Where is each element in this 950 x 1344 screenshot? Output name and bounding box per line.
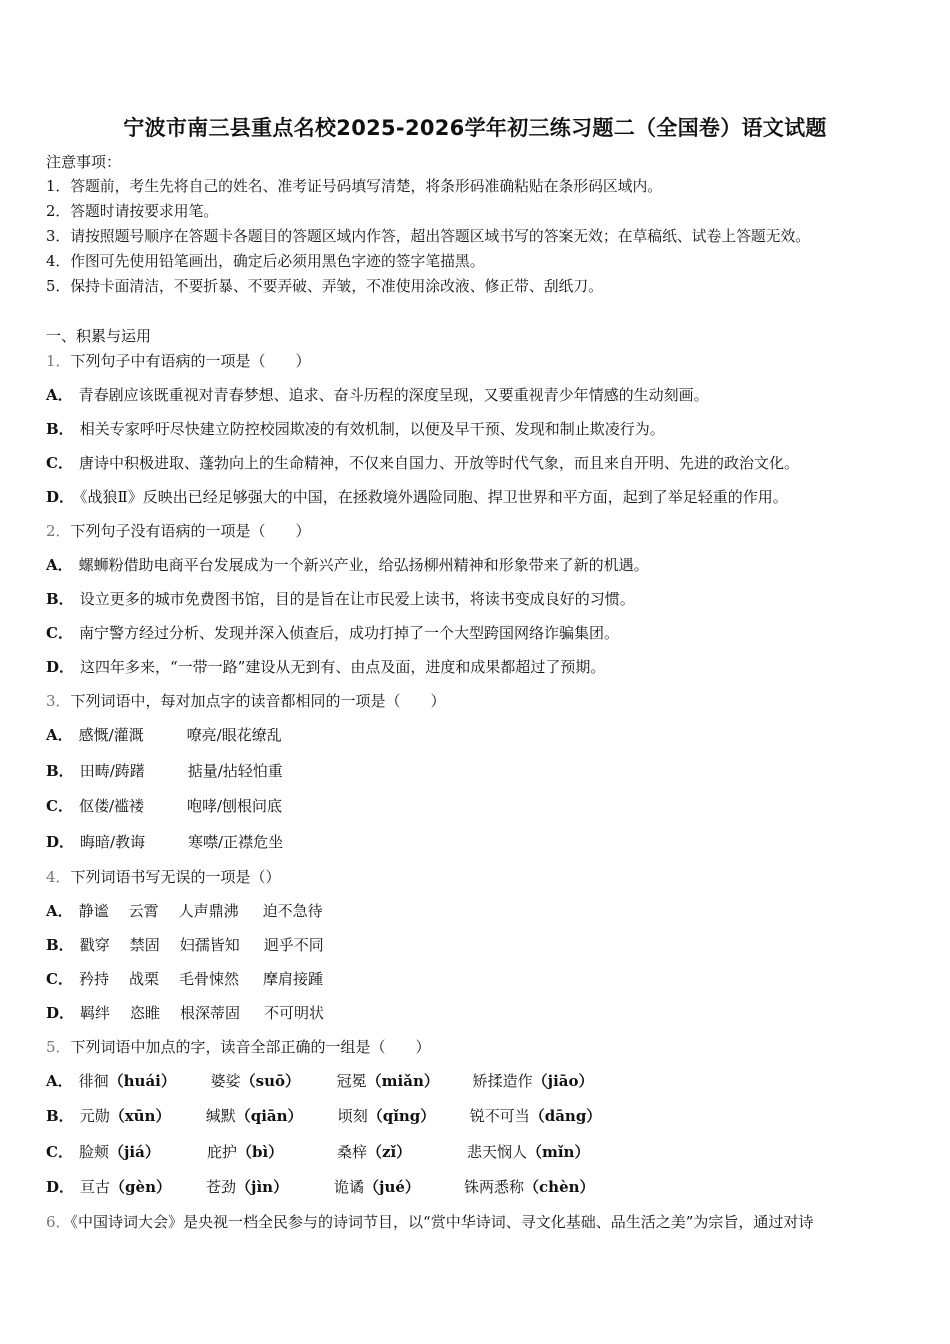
question-number: 5． <box>46 1038 71 1056</box>
word-pair: 晦暗/教诲 <box>80 833 146 851</box>
word-pair: 感慨/灌溉 <box>78 726 144 744</box>
pinyin: （qǐng） <box>367 1107 436 1125</box>
question-text: 下列词语书写无误的一项是（） <box>70 868 281 886</box>
word: 冠冕 <box>336 1072 367 1090</box>
option <box>46 555 649 575</box>
pinyin: （jìn） <box>236 1178 289 1196</box>
pinyin: （huái） <box>108 1072 176 1090</box>
option <box>46 623 619 643</box>
option-label: D． <box>46 833 75 851</box>
pinyin: （mǐn） <box>526 1143 590 1161</box>
option-label: A． <box>46 902 73 920</box>
notice-item: 2．答题时请按要求用笔。 <box>46 203 219 220</box>
word: 顷刻 <box>337 1107 368 1125</box>
word-pair: 掂量/拈轻怕重 <box>187 762 283 780</box>
pinyin: （jiá） <box>108 1143 160 1161</box>
word: 妇孺皆知 <box>179 936 240 954</box>
option <box>46 385 709 405</box>
option-label: B． <box>46 1107 74 1125</box>
question-stem <box>46 867 281 887</box>
pinyin: （xūn） <box>109 1107 171 1125</box>
option-label: A． <box>46 1072 73 1090</box>
option <box>46 1142 589 1162</box>
word: 桑梓 <box>336 1143 367 1161</box>
word: 婆娑 <box>210 1072 241 1090</box>
option-label: C． <box>46 797 73 815</box>
word: 戳穿 <box>79 936 110 954</box>
option <box>46 725 282 745</box>
notice-item: 4．作图可先使用铅笔画出，确定后必须用黑色字迹的签字笔描黑。 <box>46 253 485 270</box>
notice-item: 1．答题前，考生先将自己的姓名、准考证号码填写清楚，将条形码准确粘贴在条形码区域内。 <box>46 178 663 195</box>
option-label: D． <box>46 1178 75 1196</box>
option <box>46 487 788 507</box>
option <box>46 1106 601 1126</box>
word: 元勋 <box>79 1107 110 1125</box>
word: 不可明状 <box>264 1004 325 1022</box>
option-text: 南宁警方经过分析、发现并深入侦查后，成功打掉了一个大型跨国网络诈骗集团。 <box>78 624 619 642</box>
option <box>46 419 665 439</box>
word: 亘古 <box>80 1178 111 1196</box>
word-pair: 嘹亮/眼花缭乱 <box>186 726 282 744</box>
option-label: C． <box>46 970 73 988</box>
option-label: A． <box>46 726 73 744</box>
pinyin: （bì） <box>236 1143 284 1161</box>
word: 矜持 <box>78 970 109 988</box>
option-label: B． <box>46 936 74 954</box>
option <box>46 969 323 989</box>
word: 羁绊 <box>80 1004 111 1022</box>
word: 矫揉造作 <box>472 1072 533 1090</box>
option-text: 螺蛳粉借助电商平台发展成为一个新兴产业，给弘扬柳州精神和形象带来了新的机遇。 <box>78 556 649 574</box>
option <box>46 935 324 955</box>
pinyin: （qiān） <box>235 1107 303 1125</box>
pinyin: （jiāo） <box>532 1072 594 1090</box>
option-text: 这四年多来，“一带一路”建设从无到有、由点及面，进度和成果都超过了预期。 <box>80 658 606 676</box>
pinyin: （miǎn） <box>366 1072 439 1090</box>
question-number: 6． <box>46 1213 71 1231</box>
notice-item: 5．保持卡面清洁，不要折暴、不要弄破、弄皱，不准使用涂改液、修正带、刮纸刀。 <box>46 278 603 295</box>
question-text: 下列句子没有语病的一项是（ ） <box>70 522 311 540</box>
option <box>46 761 283 781</box>
word: 锐不可当 <box>469 1107 530 1125</box>
word: 摩肩接踵 <box>262 970 323 988</box>
option-text: 青春剧应该既重视对青春梦想、追求、奋斗历程的深度呈现，又要重视青少年情感的生动刻画。 <box>78 386 709 404</box>
notice-item: 3．请按照题号顺序在答题卡各题目的答题区域内作答，超出答题区域书写的答案无效；在草稿纸、试卷上答题无效。 <box>46 228 811 245</box>
notice-heading: 注意事项： <box>46 153 122 171</box>
option-text: 相关专家呼吁尽快建立防控校园欺凌的有效机制，以便及早干预、发现和制止欺凌行为。 <box>79 420 665 438</box>
word: 悲天悯人 <box>466 1143 527 1161</box>
question-stem <box>46 521 311 541</box>
question-stem <box>46 1212 813 1232</box>
question-number: 4． <box>46 868 71 886</box>
word: 毛骨悚然 <box>178 970 239 988</box>
option <box>46 589 635 609</box>
question-number: 1． <box>46 352 71 370</box>
word: 云霄 <box>128 902 159 920</box>
option <box>46 1003 324 1023</box>
pinyin: （zǐ） <box>366 1143 412 1161</box>
pinyin: （gèn） <box>110 1178 171 1196</box>
option <box>46 1177 595 1197</box>
section-heading: 一、积累与运用 <box>46 327 152 345</box>
pinyin: （suō） <box>240 1072 301 1090</box>
question-number: 2． <box>46 522 71 540</box>
word: 根深蒂固 <box>180 1004 241 1022</box>
option-label: A． <box>46 386 73 404</box>
option-text: 唐诗中积极进取、蓬勃向上的生命精神，不仅来自国力、开放等时代气象，而且来自开明、先进的政治文化。 <box>78 454 799 472</box>
option <box>46 832 283 852</box>
word: 迥乎不同 <box>263 936 324 954</box>
option-text: 《战狼Ⅱ》反映出已经足够强大的中国，在拯救境外遇险同胞、捍卫世界和平方面，起到了举足轻重的作用。 <box>80 488 788 506</box>
option-label: B． <box>46 762 74 780</box>
option-text: 设立更多的城市免费图书馆，目的是旨在让市民爱上读书，将读书变成良好的习惯。 <box>79 590 635 608</box>
option-label: C． <box>46 454 73 472</box>
word: 徘徊 <box>78 1072 109 1090</box>
question-text: 下列词语中加点的字，读音全部正确的一组是（ ） <box>70 1038 431 1056</box>
option <box>46 657 605 677</box>
question-text: 下列句子中有语病的一项是（ ） <box>70 352 311 370</box>
word: 静谧 <box>78 902 109 920</box>
word: 人声鼎沸 <box>178 902 239 920</box>
word-pair: 田畴/踌躇 <box>79 762 145 780</box>
option-label: A． <box>46 556 73 574</box>
option-label: D． <box>46 1004 75 1022</box>
word: 庇护 <box>206 1143 237 1161</box>
question-text: 下列词语中，每对加点字的读音都相同的一项是（ ） <box>70 692 446 710</box>
option-label: C． <box>46 624 73 642</box>
option-label: D． <box>46 488 75 506</box>
question-stem <box>46 1037 431 1057</box>
word: 铢两悉称 <box>464 1178 525 1196</box>
word: 诡谲 <box>334 1178 365 1196</box>
question-number: 3． <box>46 692 71 710</box>
option <box>46 1071 594 1091</box>
word: 迫不急待 <box>262 902 323 920</box>
word: 缄默 <box>205 1107 236 1125</box>
question-stem <box>46 691 446 711</box>
question-stem <box>46 351 311 371</box>
word: 战栗 <box>128 970 159 988</box>
word-pair: 伛偻/褴褛 <box>78 797 145 815</box>
option <box>46 453 799 473</box>
option <box>46 901 323 921</box>
option-label: B． <box>46 590 74 608</box>
word: 脸颊 <box>78 1143 109 1161</box>
exam-title: 宁波市南三县重点名校2025-2026学年初三练习题二（全国卷）语文试题 <box>123 116 827 140</box>
option-label: C． <box>46 1143 73 1161</box>
option <box>46 796 282 816</box>
pinyin: （chèn） <box>524 1178 595 1196</box>
word-pair: 咆哮/刨根问底 <box>186 797 283 815</box>
word: 苍劲 <box>206 1178 237 1196</box>
option-label: D． <box>46 658 75 676</box>
word-pair: 寒噤/正襟危坐 <box>188 833 284 851</box>
option-label: B． <box>46 420 74 438</box>
question-text: 《中国诗词大会》是央视一档全民参与的诗词节目，以“赏中华诗词、寻文化基础、品生活之美”为宗旨，通过对诗 <box>70 1213 814 1231</box>
word: 禁固 <box>129 936 160 954</box>
pinyin: （dāng） <box>529 1107 602 1125</box>
word: 恣睢 <box>130 1004 161 1022</box>
pinyin: （jué） <box>364 1178 420 1196</box>
